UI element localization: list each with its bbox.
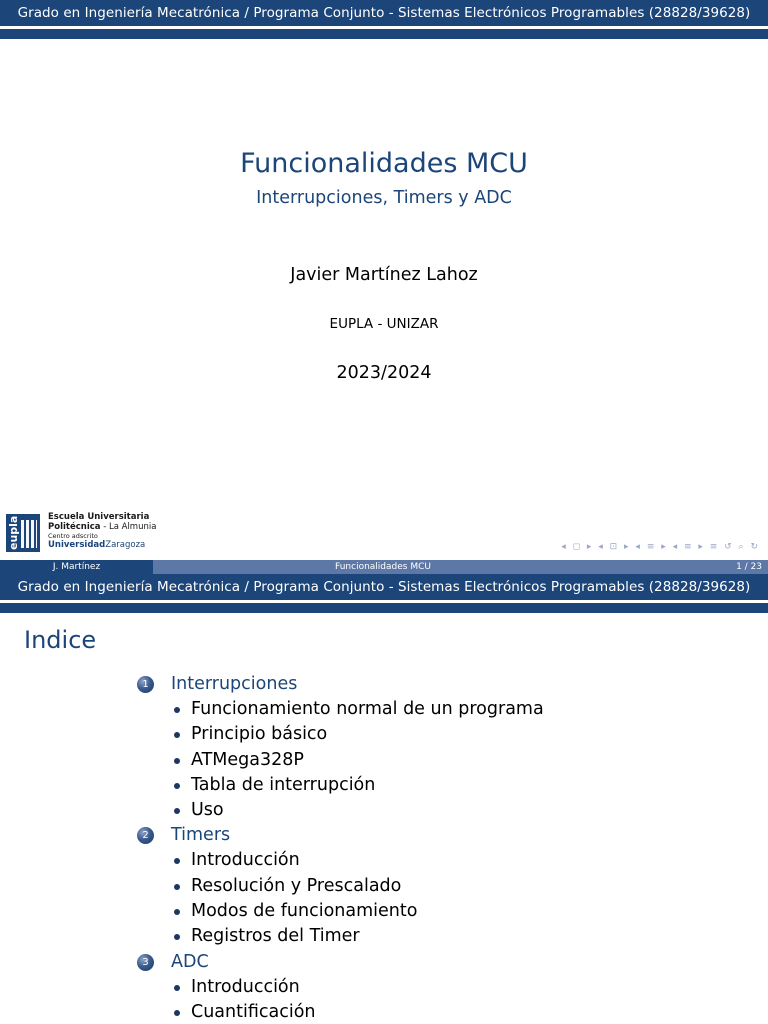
toc-subsection-label: Registros del Timer xyxy=(191,926,360,947)
header-text: Grado en Ingeniería Mecatrónica / Programa Conjunto - Sistemas Electrónicos Programables (28828/39628) xyxy=(17,5,751,21)
footer-bar xyxy=(0,560,768,574)
bullet-icon xyxy=(174,1010,180,1016)
toc-subsection-label: Resolución y Prescalado xyxy=(191,875,402,896)
toc-slide xyxy=(0,574,768,1024)
beamer-navigation-icons[interactable]: ◂ ◻ ▸ ◂ ⊡ ▸ ◂ ≡ ▸ ◂ ≡ ▸ ≡ ↺ ⌕ ↻ xyxy=(561,542,760,552)
toc-section-label: Interrupciones xyxy=(171,674,298,694)
logo-line2-rest: - La Almunia xyxy=(100,522,157,532)
footer-right xyxy=(153,560,768,574)
footer-author: J. Martínez xyxy=(0,560,153,574)
logo-mark-text: eupla xyxy=(7,515,20,550)
header-bar xyxy=(0,574,768,600)
bullet-icon xyxy=(174,758,180,764)
logo-line3: Centro adscrito xyxy=(48,532,98,540)
bullet-icon xyxy=(174,985,180,991)
bullet-icon xyxy=(174,934,180,940)
bullet-icon xyxy=(174,732,180,738)
toc-subsection-label: ATMega328P xyxy=(191,749,304,770)
logo-line4-rest: Zaragoza xyxy=(105,540,146,550)
frame-title: Indice xyxy=(24,626,97,654)
header-rule xyxy=(0,603,768,613)
bullet-icon xyxy=(174,783,180,789)
logo-line2-bold: Politécnica xyxy=(48,522,101,532)
bullet-icon xyxy=(174,858,180,864)
presentation-subtitle: Interrupciones, Timers y ADC xyxy=(256,188,512,208)
presentation-title: Funcionalidades MCU xyxy=(240,148,528,179)
logo-line1: Escuela Universitaria xyxy=(48,512,150,522)
toc-subsection-label: Introducción xyxy=(191,976,300,997)
toc-subsection-label: Funcionamiento normal de un programa xyxy=(191,699,544,719)
toc-subsection-label: Principio básico xyxy=(191,724,328,745)
bullet-icon xyxy=(174,884,180,890)
toc-subsection-label: Introducción xyxy=(191,850,300,871)
footer-page-number: 1 / 23 xyxy=(736,562,762,572)
header-bar xyxy=(0,0,768,26)
author-name: Javier Martínez Lahoz xyxy=(290,265,478,285)
toc-subsection-label: Tabla de interrupción xyxy=(191,774,376,795)
section-number-ball-icon: 2 xyxy=(137,827,154,844)
pillars-icon xyxy=(21,520,37,548)
toc-subsection-label: Uso xyxy=(191,800,224,821)
date: 2023/2024 xyxy=(336,363,432,383)
header-text: Grado en Ingeniería Mecatrónica / Programa Conjunto - Sistemas Electrónicos Programables (28828/39628) xyxy=(17,579,751,595)
section-number-ball-icon: 3 xyxy=(137,954,154,971)
toc-section-label: ADC xyxy=(171,951,209,972)
logo-line4-bold: Universidad xyxy=(48,540,106,550)
bullet-icon xyxy=(174,808,180,814)
logo-text xyxy=(48,512,156,550)
eupla-logo-mark xyxy=(6,514,40,552)
eupla-logo xyxy=(6,512,166,556)
section-number-ball-icon: 1 xyxy=(137,676,154,693)
bullet-icon xyxy=(174,909,180,915)
bullet-icon xyxy=(174,707,180,713)
toc-subsection-label: Cuantificación xyxy=(191,1001,316,1022)
toc-section-label: Timers xyxy=(171,825,231,846)
footer-title: Funcionalidades MCU xyxy=(335,562,431,572)
institute: EUPLA - UNIZAR xyxy=(329,316,439,332)
header-rule xyxy=(0,29,768,39)
toc-subsection-label: Modos de funcionamiento xyxy=(191,901,418,922)
